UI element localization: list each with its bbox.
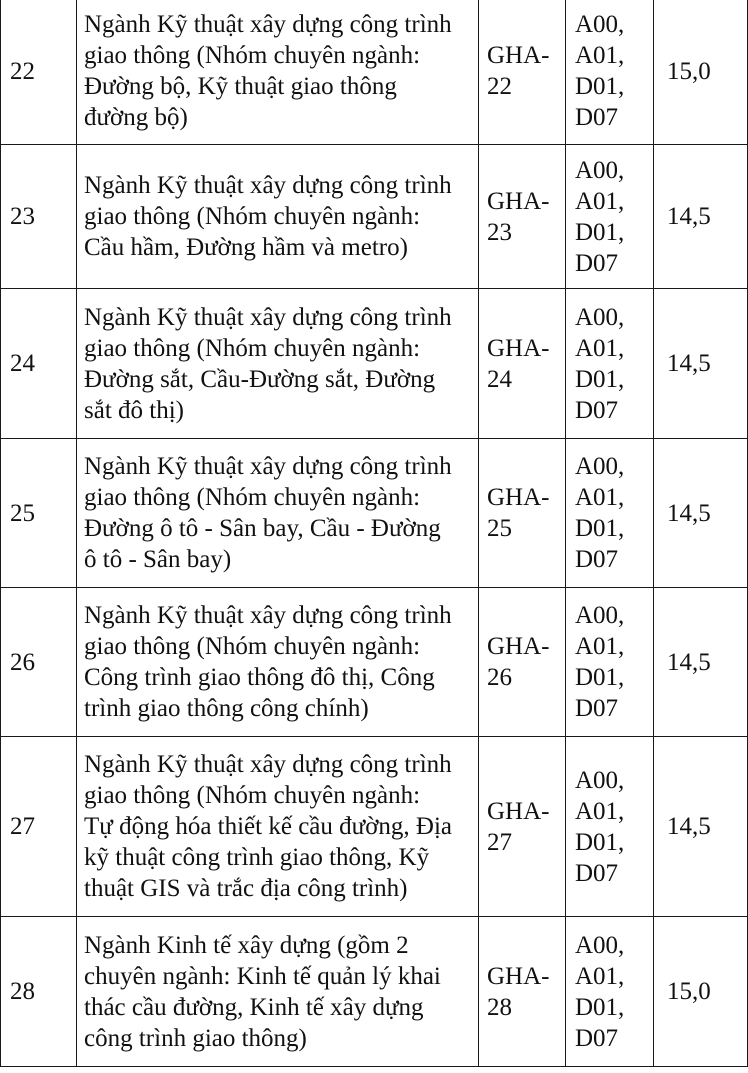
major-name-line: giao thông (Nhóm chuyên ngành: (84, 633, 421, 660)
subject-combination-line: D01, (575, 218, 625, 246)
subject-combination-cell (566, 737, 654, 917)
major-name-line: Đường bộ, Kỹ thuật giao thông (84, 73, 397, 100)
table-row (1, 439, 748, 588)
subject-combination-line: A01, (575, 797, 625, 825)
major-code-line: GHA- (487, 962, 550, 990)
major-name-line: thuật GIS và trắc địa công trình) (84, 875, 408, 902)
subject-combination-line: A01, (575, 334, 625, 362)
subject-combination-line: A00, (575, 453, 625, 480)
subject-combination-line: D07 (575, 859, 619, 887)
major-name-line: Công trình giao thông đô thị, Công (84, 664, 435, 691)
subject-combination-line: A00, (575, 602, 625, 629)
major-name-cell (77, 0, 479, 145)
benchmark-score-cell: 14,5 (654, 588, 748, 737)
row-number-cell: 25 (1, 439, 77, 588)
major-code-cell (479, 289, 566, 439)
major-name-line: Ngành Kỹ thuật xây dựng công trình (84, 11, 452, 38)
major-name-line: sắt đô thị) (84, 396, 184, 424)
row-number-cell: 28 (1, 917, 77, 1067)
major-name-line: Đường sắt, Cầu-Đường sắt, Đường (84, 365, 436, 393)
table-row (1, 588, 748, 737)
major-code-cell (479, 737, 566, 917)
major-name-line: thác cầu đường, Kinh tế xây dựng (84, 993, 424, 1021)
major-code-line: GHA- (487, 797, 550, 825)
benchmark-score-cell: 14,5 (654, 439, 748, 588)
major-code-line: 24 (487, 365, 512, 393)
major-code-cell (479, 0, 566, 145)
table-body (1, 0, 748, 1067)
table-row (1, 0, 748, 145)
subject-combination-cell (566, 439, 654, 588)
row-number-cell: 24 (1, 289, 77, 439)
subject-combination-line: A01, (575, 633, 625, 660)
major-name-line: kỹ thuật công trình giao thông, Kỹ (84, 844, 430, 871)
subject-combination-line: D01, (575, 828, 625, 856)
subject-combination-line: D07 (575, 104, 619, 131)
subject-combination-line: D07 (575, 695, 619, 722)
major-name-cell (77, 145, 479, 289)
major-name-line: ô tô - Sân bay) (84, 546, 232, 573)
major-name-line: Ngành Kỹ thuật xây dựng công trình (84, 453, 452, 480)
major-name-line: giao thông (Nhóm chuyên ngành: (84, 42, 421, 69)
row-number-cell: 22 (1, 0, 77, 145)
subject-combination-line: D01, (575, 365, 625, 393)
benchmark-score-cell: 14,5 (654, 737, 748, 917)
major-code-line: 23 (487, 218, 512, 246)
major-name-line: trình giao thông công chính) (84, 695, 369, 722)
major-name-line: giao thông (Nhóm chuyên ngành: (84, 782, 421, 809)
major-code-cell (479, 145, 566, 289)
major-name-line: Ngành Kỹ thuật xây dựng công trình (84, 172, 452, 199)
subject-combination-line: A01, (575, 962, 625, 990)
major-name-line: giao thông (Nhóm chuyên ngành: (84, 203, 421, 230)
major-name-cell (77, 737, 479, 917)
major-name-cell (77, 289, 479, 439)
subject-combination-line: D01, (575, 993, 625, 1021)
subject-combination-line: A00, (575, 11, 625, 38)
major-name-line: giao thông (Nhóm chuyên ngành: (84, 484, 421, 511)
subject-combination-line: D07 (575, 249, 619, 277)
major-code-line: GHA- (487, 484, 550, 511)
major-code-line: 25 (487, 515, 512, 542)
subject-combination-line: A01, (575, 42, 625, 69)
major-name-line: công trình giao thông) (84, 1024, 307, 1052)
major-name-line: giao thông (Nhóm chuyên ngành: (84, 334, 421, 362)
major-code-line: 27 (487, 828, 512, 856)
major-code-line: GHA- (487, 334, 550, 362)
benchmark-score-cell: 14,5 (654, 145, 748, 289)
major-name-line: Ngành Kinh tế xây dựng (gồm 2 (84, 931, 409, 959)
subject-combination-line: D01, (575, 515, 625, 542)
row-number-cell: 26 (1, 588, 77, 737)
subject-combination-line: A00, (575, 931, 625, 959)
major-name-line: Tự động hóa thiết kế cầu đường, Địa (84, 813, 453, 840)
subject-combination-line: A00, (575, 766, 625, 794)
row-number-cell: 23 (1, 145, 77, 289)
subject-combination-line: A01, (575, 484, 625, 511)
major-name-cell (77, 917, 479, 1067)
benchmark-score-cell: 15,0 (654, 917, 748, 1067)
subject-combination-line: D07 (575, 1024, 619, 1052)
subject-combination-cell (566, 0, 654, 145)
table-row (1, 917, 748, 1067)
major-code-line: 26 (487, 664, 512, 691)
subject-combination-cell (566, 289, 654, 439)
major-code-line: 28 (487, 993, 512, 1021)
subject-combination-cell (566, 145, 654, 289)
major-name-line: Ngành Kỹ thuật xây dựng công trình (84, 751, 452, 778)
major-code-cell (479, 917, 566, 1067)
table-row (1, 289, 748, 439)
major-name-line: Đường ô tô - Sân bay, Cầu - Đường (84, 515, 441, 542)
major-name-cell (77, 588, 479, 737)
major-name-line: đường bộ) (84, 104, 188, 131)
subject-combination-line: D01, (575, 73, 625, 100)
major-name-line: Ngành Kỹ thuật xây dựng công trình (84, 602, 452, 629)
subject-combination-line: D07 (575, 396, 619, 424)
benchmark-score-cell: 14,5 (654, 289, 748, 439)
subject-combination-cell (566, 588, 654, 737)
subject-combination-line: A00, (575, 303, 625, 331)
major-code-cell (479, 588, 566, 737)
major-code-line: GHA- (487, 633, 550, 660)
major-name-line: Cầu hầm, Đường hầm và metro) (84, 234, 408, 261)
major-code-cell (479, 439, 566, 588)
major-code-line: GHA- (487, 42, 550, 69)
subject-combination-cell (566, 917, 654, 1067)
subject-combination-line: A01, (575, 187, 625, 215)
subject-combination-line: D07 (575, 546, 619, 573)
row-number-cell: 27 (1, 737, 77, 917)
benchmark-score-cell: 15,0 (654, 0, 748, 145)
subject-combination-line: D01, (575, 664, 625, 691)
subject-combination-line: A00, (575, 156, 625, 184)
major-name-cell (77, 439, 479, 588)
major-name-line: chuyên ngành: Kinh tế quản lý khai (84, 962, 441, 990)
table-row (1, 737, 748, 917)
table-row (1, 145, 748, 289)
major-code-line: 22 (487, 73, 512, 100)
major-code-line: GHA- (487, 187, 550, 215)
major-name-line: Ngành Kỹ thuật xây dựng công trình (84, 303, 452, 331)
